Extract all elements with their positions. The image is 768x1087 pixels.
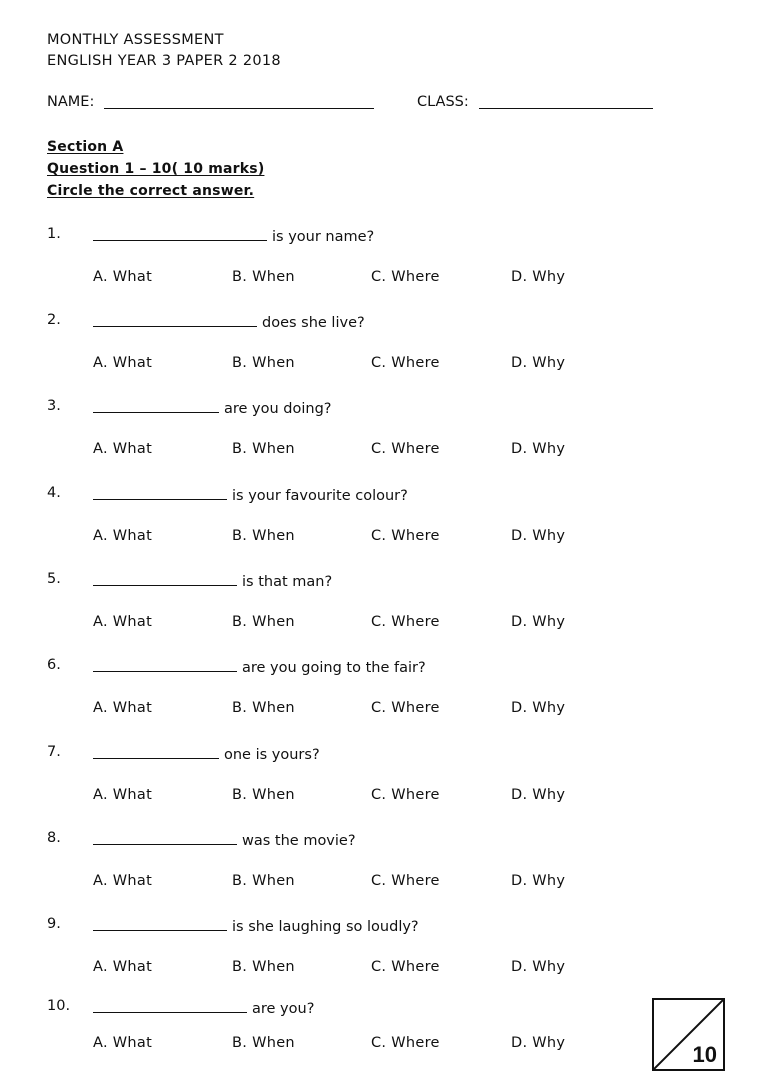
answer-option[interactable]: C. Where: [371, 700, 440, 716]
answer-option[interactable]: D. Why: [511, 441, 566, 457]
answer-option[interactable]: A. What: [93, 528, 153, 544]
answer-option[interactable]: B. When: [232, 873, 295, 889]
name-class-row: [47, 94, 667, 114]
question-stem: [93, 226, 374, 245]
answer-blank[interactable]: [93, 398, 219, 413]
question-item: [0, 657, 768, 717]
answer-blank[interactable]: [93, 998, 247, 1013]
answer-option[interactable]: C. Where: [371, 355, 440, 371]
question-stem: [93, 657, 426, 676]
assessment-title: MONTHLY ASSESSMENT: [47, 32, 224, 48]
answer-option[interactable]: C. Where: [371, 528, 440, 544]
answer-option[interactable]: D. Why: [511, 873, 566, 889]
paper-subtitle: ENGLISH YEAR 3 PAPER 2 2018: [47, 53, 281, 69]
question-number: 1.: [47, 226, 61, 242]
name-blank[interactable]: [104, 94, 374, 109]
answer-option[interactable]: A. What: [93, 614, 153, 630]
question-item: [0, 226, 768, 286]
answer-option[interactable]: B. When: [232, 700, 295, 716]
question-item: [0, 312, 768, 372]
question-text: is your favourite colour?: [232, 488, 408, 504]
section-title: Section A: [47, 139, 124, 155]
question-stem: [93, 998, 314, 1017]
question-text: was the movie?: [242, 833, 356, 849]
answer-option[interactable]: D. Why: [511, 528, 566, 544]
answer-option[interactable]: D. Why: [511, 959, 566, 975]
question-number: 2.: [47, 312, 61, 328]
question-range: Question 1 – 10( 10 marks): [47, 161, 265, 177]
answer-blank[interactable]: [93, 571, 237, 586]
question-stem: [93, 398, 332, 417]
answer-option[interactable]: D. Why: [511, 614, 566, 630]
question-number: 3.: [47, 398, 61, 414]
question-item: [0, 830, 768, 890]
question-item: [0, 485, 768, 545]
question-number: 5.: [47, 571, 61, 587]
score-total: 10: [692, 1042, 717, 1067]
answer-blank[interactable]: [93, 830, 237, 845]
question-stem: [93, 830, 356, 849]
answer-option[interactable]: D. Why: [511, 355, 566, 371]
question-number: 7.: [47, 744, 61, 760]
answer-option[interactable]: B. When: [232, 787, 295, 803]
answer-option[interactable]: D. Why: [511, 1035, 566, 1051]
answer-option[interactable]: B. When: [232, 528, 295, 544]
answer-option[interactable]: C. Where: [371, 614, 440, 630]
question-text: one is yours?: [224, 747, 320, 763]
answer-option[interactable]: B. When: [232, 1035, 295, 1051]
answer-option[interactable]: A. What: [93, 355, 153, 371]
question-item: [0, 398, 768, 458]
question-number: 10.: [47, 998, 71, 1014]
question-item: [0, 916, 768, 976]
answer-option[interactable]: A. What: [93, 441, 153, 457]
question-stem: [93, 916, 419, 935]
question-text: are you going to the fair?: [242, 660, 426, 676]
question-number: 4.: [47, 485, 61, 501]
answer-option[interactable]: C. Where: [371, 873, 440, 889]
question-stem: [93, 485, 408, 504]
answer-option[interactable]: C. Where: [371, 787, 440, 803]
class-blank[interactable]: [479, 94, 653, 109]
question-text: is your name?: [272, 229, 375, 245]
answer-blank[interactable]: [93, 312, 257, 327]
question-number: 6.: [47, 657, 61, 673]
question-text: does she live?: [262, 315, 365, 331]
answer-option[interactable]: A. What: [93, 787, 153, 803]
answer-option[interactable]: A. What: [93, 873, 153, 889]
question-stem: [93, 744, 320, 763]
question-item: [0, 571, 768, 631]
answer-blank[interactable]: [93, 916, 227, 931]
answer-blank[interactable]: [93, 485, 227, 500]
question-text: are you?: [252, 1001, 315, 1017]
question-text: are you doing?: [224, 401, 332, 417]
answer-option[interactable]: B. When: [232, 441, 295, 457]
class-label: CLASS:: [417, 94, 469, 110]
answer-option[interactable]: A. What: [93, 269, 153, 285]
answer-option[interactable]: B. When: [232, 959, 295, 975]
question-stem: [93, 571, 332, 590]
answer-option[interactable]: A. What: [93, 959, 153, 975]
name-label: NAME:: [47, 94, 95, 110]
instruction: Circle the correct answer.: [47, 183, 255, 199]
answer-option[interactable]: A. What: [93, 1035, 153, 1051]
question-stem: [93, 312, 365, 331]
answer-blank[interactable]: [93, 744, 219, 759]
answer-option[interactable]: D. Why: [511, 787, 566, 803]
answer-option[interactable]: B. When: [232, 614, 295, 630]
answer-option[interactable]: D. Why: [511, 700, 566, 716]
answer-option[interactable]: C. Where: [371, 1035, 440, 1051]
question-text: is that man?: [242, 574, 333, 590]
score-box: [652, 998, 725, 1071]
question-number: 9.: [47, 916, 61, 932]
answer-option[interactable]: D. Why: [511, 269, 566, 285]
answer-option[interactable]: A. What: [93, 700, 153, 716]
answer-option[interactable]: C. Where: [371, 269, 440, 285]
question-number: 8.: [47, 830, 61, 846]
answer-option[interactable]: B. When: [232, 355, 295, 371]
answer-option[interactable]: C. Where: [371, 959, 440, 975]
answer-option[interactable]: B. When: [232, 269, 295, 285]
answer-blank[interactable]: [93, 226, 267, 241]
question-item: [0, 744, 768, 804]
answer-option[interactable]: C. Where: [371, 441, 440, 457]
answer-blank[interactable]: [93, 657, 237, 672]
question-text: is she laughing so loudly?: [232, 919, 419, 935]
